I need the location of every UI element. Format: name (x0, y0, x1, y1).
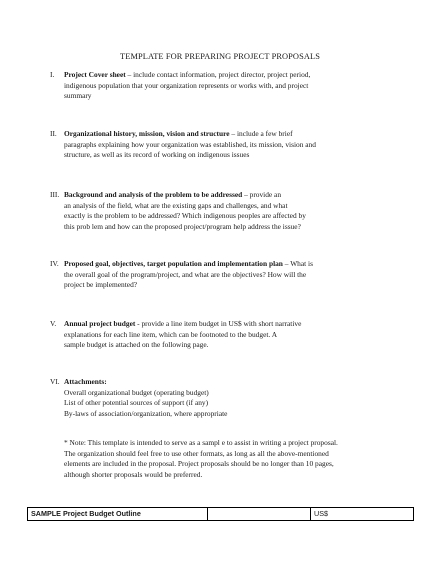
document-title: TEMPLATE FOR PREPARING PROJECT PROPOSALS (120, 52, 320, 61)
note-line: elements are included in the proposal. Project proposals should be no longer than 10 pages, (64, 459, 334, 469)
section-cover-sheet (50, 70, 384, 102)
section-number: V. (50, 319, 57, 328)
section-organizational-history (50, 129, 384, 161)
section-text-line: sample budget is attached on the following page. (64, 340, 209, 350)
section-number: IV. (50, 259, 59, 268)
section-background-analysis (50, 190, 384, 232)
section-text-line: – What is (282, 259, 313, 268)
note-line: * Note: This template is intended to serve as a sampl e to assist in writing a project proposal. (64, 438, 338, 447)
section-heading: Organizational history, mission, vision and structure (64, 129, 230, 138)
section-text-line: an analysis of the field, what are the existing gaps and challenges, and what (64, 200, 288, 210)
budget-table-empty-cell (208, 508, 311, 520)
section-text-line: project be implemented? (64, 280, 138, 290)
section-text-line: exactly is the problem to be addressed? Which indigenous peoples are affected by (64, 211, 306, 221)
note-line: although shorter proposals would be preferred. (64, 469, 203, 479)
section-text-line: paragraphs explaining how your organization was established, its mission, vision and (64, 139, 316, 149)
budget-table-header-row (27, 507, 414, 521)
section-text-line: - provide a line item budget in US$ with short narrative (135, 319, 302, 328)
attachment-item: List of other potential sources of support (if any) (64, 398, 209, 408)
section-text-line: explanations for each line item, which can be footnoted to the budget. A (64, 329, 278, 339)
section-text-line: this prob lem and how can the proposed project/program help address the issue? (64, 221, 301, 231)
template-note (64, 438, 394, 480)
section-text-line: – include a few brief (229, 129, 293, 138)
section-attachments (50, 377, 384, 419)
section-heading: Background and analysis of the problem to be addressed (64, 190, 243, 199)
section-text-line: indigenous population that your organization represents or works with, and project (64, 80, 309, 90)
section-text-line: – include contact information, project director, project period, (125, 70, 311, 79)
attachment-item: By-laws of association/organization, where appropriate (64, 408, 228, 418)
section-heading: Project Cover sheet (64, 70, 126, 79)
section-text-line: the overall goal of the program/project, and what are the objectives? How will the (64, 269, 307, 279)
section-text-line: – provide an (242, 190, 282, 199)
budget-table-currency: US$ (314, 509, 328, 518)
section-number: I. (50, 70, 55, 79)
attachment-item: Overall organizational budget (operating budget) (64, 387, 209, 397)
section-number: II. (50, 129, 57, 138)
section-heading: Annual project budget (64, 319, 136, 328)
budget-table-title: SAMPLE Project Budget Outline (28, 508, 208, 520)
note-line: The organization should feel free to use other formats, as long as all the above-mentioned (64, 448, 329, 458)
section-number: VI. (50, 377, 60, 386)
section-annual-budget (50, 319, 384, 351)
section-heading: Attachments: (64, 377, 107, 386)
section-text-line: structure, as well as its record of working on indigenous issues (64, 150, 250, 160)
section-heading: Proposed goal, objectives, target population and implementation plan (64, 259, 283, 268)
section-number: III. (50, 190, 60, 199)
section-proposed-goal (50, 259, 384, 291)
section-text-line: summary (64, 91, 92, 101)
